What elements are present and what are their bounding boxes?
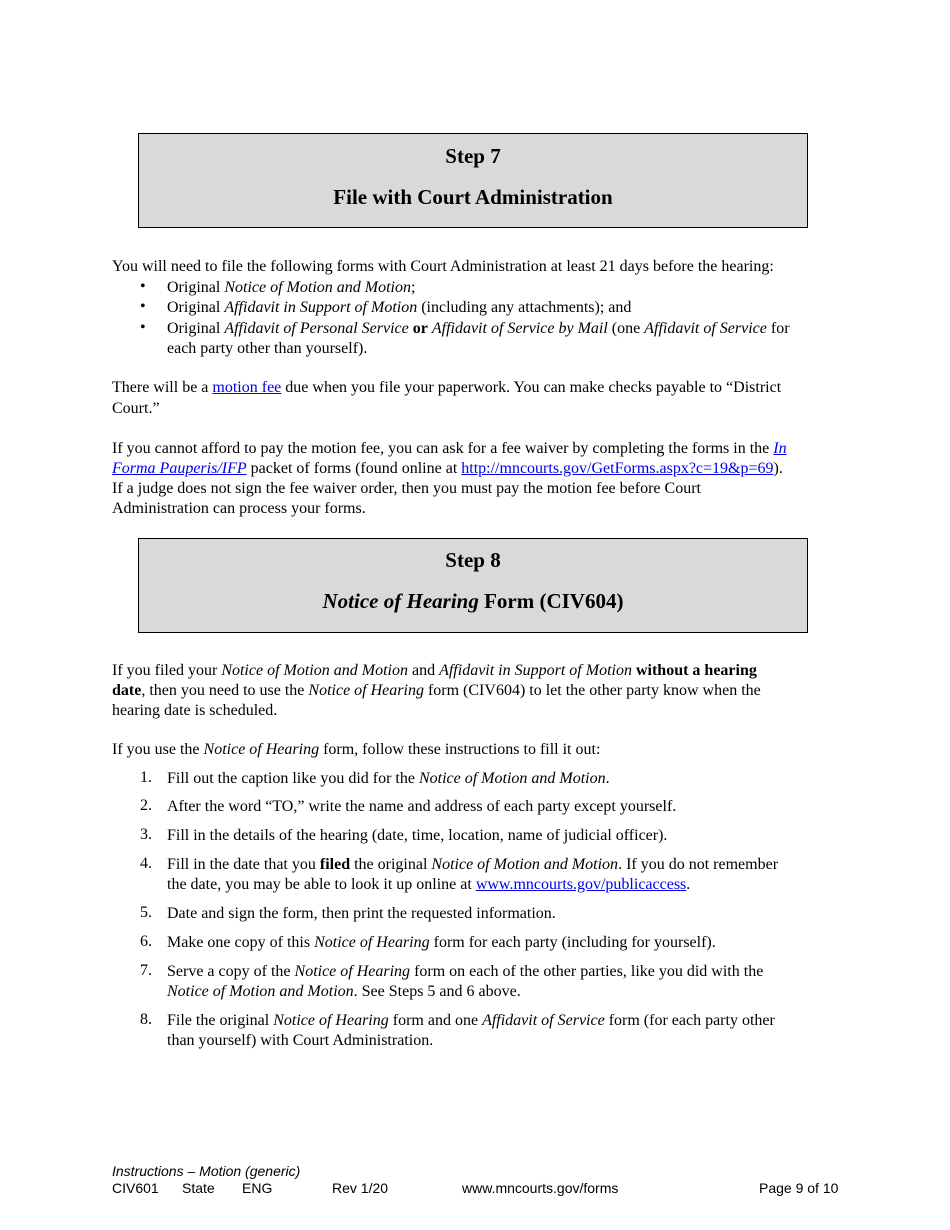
instruction-step-2: After the word “TO,” write the name and address of each party except yourself.	[167, 798, 677, 815]
use-paragraph: If you use the Notice of Hearing form, follow these instructions to fill it out:	[112, 741, 601, 758]
step-8-header	[138, 538, 808, 633]
footer-state: State	[182, 1180, 215, 1196]
instruction-step-5: Date and sign the form, then print the requested information.	[167, 905, 556, 922]
intro-paragraph	[112, 257, 838, 277]
footer-title: Instructions – Motion (generic)	[112, 1163, 301, 1179]
filed-paragraph: If you filed your Notice of Motion and Motion and Affidavit in Support of Motion without a hearing date, then you need to use the Notice of Hearing form (CIV604) to let the other party know when the hearing date is scheduled.	[112, 662, 761, 719]
bullet-1-marker: •	[140, 278, 146, 295]
public-access-link[interactable]: www.mncourts.gov/publicaccess	[475, 876, 687, 893]
motion-fee-link[interactable]: motion fee	[212, 379, 282, 396]
footer-language: ENG	[242, 1180, 273, 1196]
footer-website: www.mncourts.gov/forms	[462, 1180, 619, 1196]
step-1-number: 1.	[140, 769, 152, 786]
instruction-step-7: Serve a copy of the Notice of Hearing form on each of the other parties, like you did with the Notice of Motion and Motion. See Steps 5 and 6 above.	[167, 963, 764, 1000]
step-8-label: Step 8	[445, 548, 501, 572]
footer-revision: Rev 1/20	[332, 1180, 389, 1196]
step-7-label: Step 7	[445, 144, 501, 168]
step-6-number: 6.	[140, 933, 152, 950]
getforms-url-link[interactable]: http://mncourts.gov/GetForms.aspx?c=19&p=69	[461, 460, 774, 477]
ifp-link-part-1[interactable]: In	[773, 440, 787, 457]
step-3-number: 3.	[140, 826, 152, 843]
step-7-header	[138, 133, 808, 228]
intro-text: You will need to file the following forms with Court Administration at least 21 days before the hearing:	[112, 258, 774, 275]
instruction-step-8: File the original Notice of Hearing form and one Affidavit of Service form (for each party other than yourself) with Court Administration.	[167, 1012, 775, 1049]
waiver-paragraph: If you cannot afford to pay the motion fee, you can ask for a fee waiver by completing the forms in the In Forma Pauperis/IFP packet of forms (found online at http://mncourts.gov/GetForms.aspx?c=19&p=69). If a judge does not sign the fee waiver order, then you must pay the motion fee before Court Administration can process your forms.	[112, 440, 787, 517]
instruction-step-4: Fill in the date that you filed the original Notice of Motion and Motion. If you do not remember the date, you may be able to look it up online at www.mncourts.gov/publicaccess.	[167, 856, 779, 893]
footer-form-number: CIV601	[112, 1180, 159, 1196]
fee-paragraph: There will be a motion fee due when you file your paperwork. You can make checks payable to “District Court.”	[112, 379, 782, 417]
step-5-number: 5.	[140, 904, 152, 921]
bullet-1: Original Notice of Motion and Motion;	[167, 279, 416, 296]
step-7-title: File with Court Administration	[333, 185, 613, 209]
step-2-number: 2.	[140, 797, 152, 814]
step-8-title: Notice of Hearing Form (CIV604)	[322, 589, 624, 613]
bullet-2: Original Affidavit in Support of Motion (including any attachments); and	[167, 299, 632, 316]
ifp-link-part-2[interactable]: Forma Pauperis/IFP	[112, 460, 247, 477]
instruction-step-6: Make one copy of this Notice of Hearing form for each party (including for yourself).	[167, 934, 716, 951]
step-4-number: 4.	[140, 855, 152, 872]
instruction-step-3: Fill in the details of the hearing (date, time, location, name of judicial officer).	[167, 827, 668, 844]
step-8-number: 8.	[140, 1011, 152, 1028]
bullet-2-marker: •	[140, 298, 146, 315]
bullet-3-marker: •	[140, 319, 146, 336]
bullet-3: Original Affidavit of Personal Service or Affidavit of Service by Mail (one Affidavit of Service for each party other than yourself).	[167, 320, 790, 357]
instruction-step-1: Fill out the caption like you did for the Notice of Motion and Motion.	[167, 770, 610, 787]
footer-page-number: Page 9 of 10	[759, 1180, 839, 1196]
step-7-number: 7.	[140, 962, 152, 979]
